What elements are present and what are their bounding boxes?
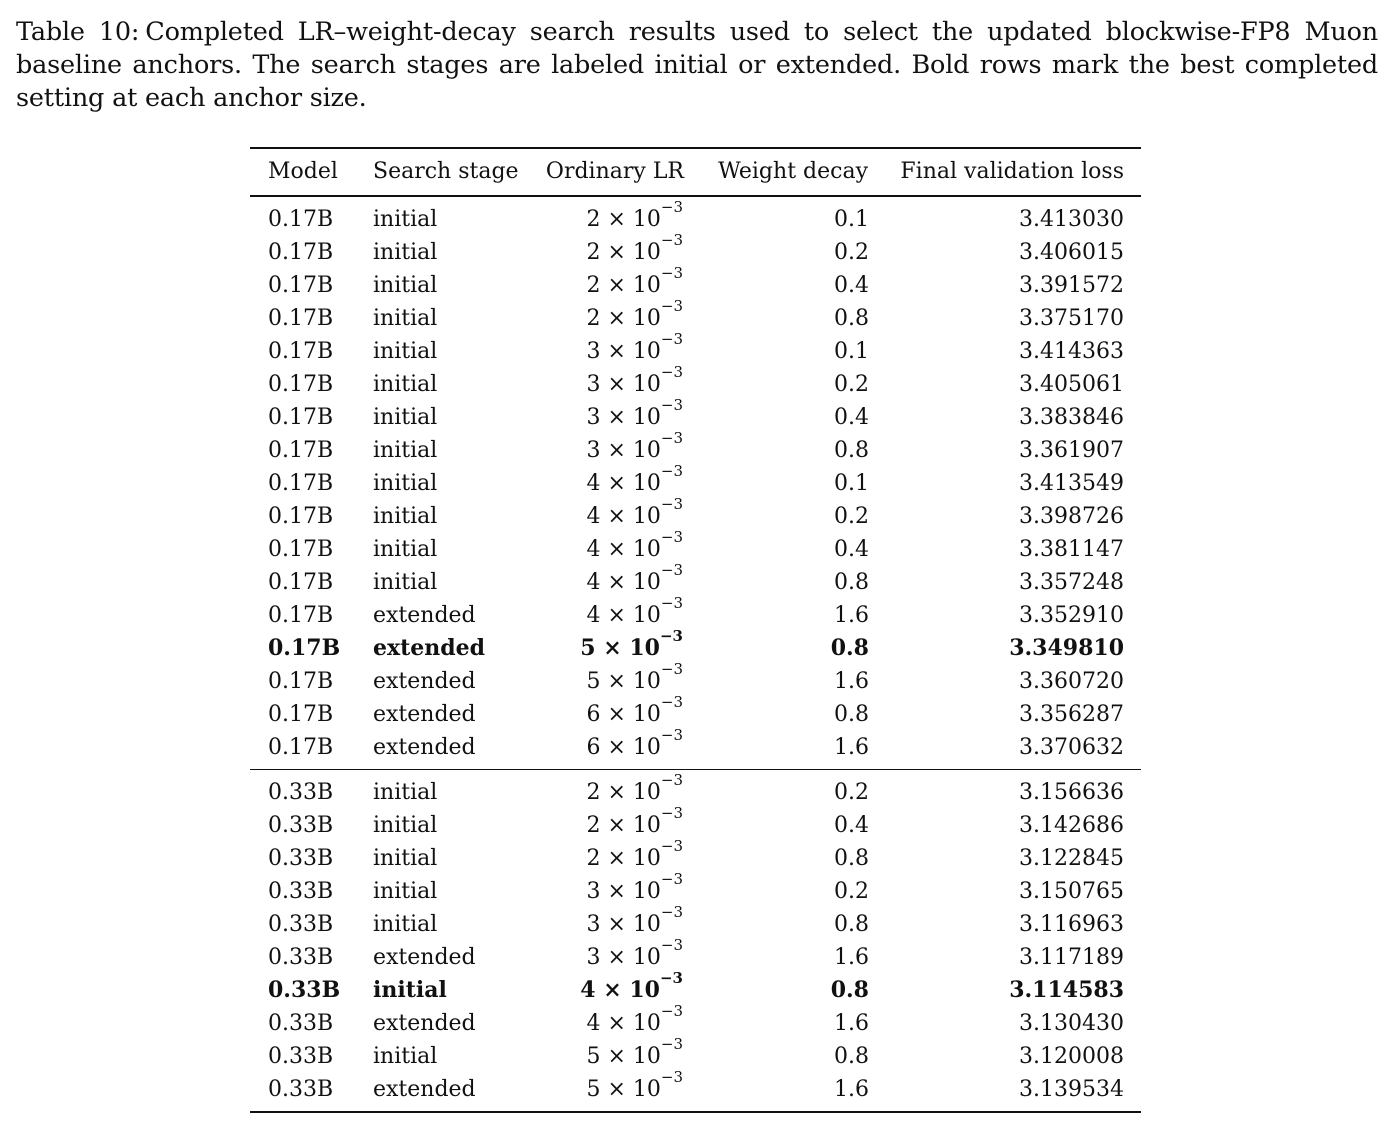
results-table <box>250 147 1141 1113</box>
cell-weight-decay: 0.2 <box>834 879 869 905</box>
header-model: Model <box>268 159 338 184</box>
cell-final-validation-loss: 3.356287 <box>1019 701 1124 727</box>
lr-times-ten: × 10 <box>600 879 661 905</box>
lr-mantissa: 3 <box>586 945 601 971</box>
lr-mantissa: 5 <box>586 1044 601 1070</box>
lr-exponent: −3 <box>660 560 683 579</box>
cell-final-validation-loss: 3.375170 <box>1019 305 1124 331</box>
cell-search-stage: initial <box>373 470 438 496</box>
lr-times-ten: × 10 <box>600 536 661 562</box>
cell-final-validation-loss: 3.117189 <box>1019 945 1124 971</box>
lr-times-ten: × 10 <box>600 668 661 694</box>
lr-mantissa: 3 <box>586 338 601 364</box>
lr-times-ten: × 10 <box>600 912 661 938</box>
cell-model: 0.17B <box>268 239 334 265</box>
lr-mantissa: 4 <box>586 503 601 529</box>
cell-search-stage: initial <box>373 206 438 232</box>
cell-final-validation-loss: 3.142686 <box>1019 813 1124 839</box>
lr-times-ten: × 10 <box>600 780 661 806</box>
cell-weight-decay: 0.8 <box>830 634 869 661</box>
cell-final-validation-loss: 3.349810 <box>1009 634 1124 661</box>
cell-weight-decay: 0.4 <box>834 813 869 839</box>
cell-model: 0.17B <box>268 503 334 529</box>
lr-times-ten: × 10 <box>600 734 661 760</box>
lr-exponent: −3 <box>660 263 683 282</box>
cell-search-stage: extended <box>373 634 486 661</box>
cell-search-stage: extended <box>373 734 476 760</box>
cell-weight-decay: 0.8 <box>834 912 869 938</box>
lr-mantissa: 4 <box>586 470 601 496</box>
cell-model: 0.17B <box>268 305 334 331</box>
lr-mantissa: 5 <box>586 668 601 694</box>
lr-exponent: −3 <box>660 593 683 612</box>
table-row <box>250 725 1141 764</box>
lr-times-ten: × 10 <box>600 371 661 397</box>
table-row <box>250 461 1141 500</box>
lr-times-ten: × 10 <box>600 1011 661 1037</box>
lr-mantissa: 2 <box>586 780 601 806</box>
cell-search-stage: initial <box>373 305 438 331</box>
lr-mantissa: 3 <box>586 404 601 430</box>
cell-search-stage: initial <box>373 371 438 397</box>
lr-exponent: −3 <box>660 1002 683 1021</box>
table-row <box>250 230 1141 269</box>
cell-final-validation-loss: 3.122845 <box>1019 846 1124 872</box>
cell-final-validation-loss: 3.360720 <box>1019 668 1124 694</box>
cell-weight-decay: 0.8 <box>834 701 869 727</box>
lr-mantissa: 6 <box>586 701 601 727</box>
lr-mantissa: 6 <box>586 734 601 760</box>
table-row <box>250 804 1141 842</box>
lr-mantissa: 4 <box>586 602 601 628</box>
cell-search-stage: initial <box>373 977 447 1004</box>
cell-search-stage: initial <box>373 536 438 562</box>
table-caption <box>16 16 1378 115</box>
cell-final-validation-loss: 3.114583 <box>1009 977 1124 1004</box>
cell-search-stage: initial <box>373 813 438 839</box>
lr-times-ten: × 10 <box>600 305 661 331</box>
table-row <box>250 870 1141 908</box>
lr-times-ten: × 10 <box>600 945 661 971</box>
header-weight-decay: Weight decay <box>718 159 868 184</box>
cell-final-validation-loss: 3.370632 <box>1019 734 1124 760</box>
cell-model: 0.17B <box>268 371 334 397</box>
cell-search-stage: extended <box>373 1077 476 1103</box>
table-row <box>250 428 1141 467</box>
cell-search-stage: extended <box>373 668 476 694</box>
cell-search-stage: initial <box>373 879 438 905</box>
cell-model: 0.33B <box>268 1044 334 1070</box>
cell-weight-decay: 0.4 <box>834 404 869 430</box>
lr-mantissa: 4 <box>586 569 601 595</box>
cell-weight-decay: 0.2 <box>834 239 869 265</box>
cell-weight-decay: 0.8 <box>834 569 869 595</box>
cell-search-stage: initial <box>373 404 438 430</box>
cell-weight-decay: 0.8 <box>834 305 869 331</box>
lr-exponent: −3 <box>660 804 683 823</box>
cell-search-stage: extended <box>373 945 476 971</box>
cell-final-validation-loss: 3.361907 <box>1019 437 1124 463</box>
cell-weight-decay: 0.1 <box>834 470 869 496</box>
cell-final-validation-loss: 3.383846 <box>1019 404 1124 430</box>
cell-model: 0.17B <box>268 338 334 364</box>
cell-search-stage: initial <box>373 272 438 298</box>
bottom-rule <box>250 1111 1141 1113</box>
cell-weight-decay: 0.8 <box>834 437 869 463</box>
lr-mantissa: 2 <box>586 305 601 331</box>
cell-model: 0.33B <box>268 813 334 839</box>
table-row <box>250 837 1141 875</box>
table-body <box>250 197 1141 1112</box>
table-row <box>250 659 1141 698</box>
lr-mantissa: 4 <box>586 536 601 562</box>
table-row <box>250 771 1141 809</box>
lr-times-ten: × 10 <box>600 701 661 727</box>
lr-exponent: −3 <box>660 329 683 348</box>
lr-mantissa: 5 <box>580 634 596 661</box>
lr-times-ten: × 10 <box>600 404 661 430</box>
lr-mantissa: 3 <box>586 437 601 463</box>
cell-model: 0.17B <box>268 404 334 430</box>
lr-exponent: −3 <box>660 494 683 513</box>
lr-exponent: −3 <box>660 362 683 381</box>
lr-exponent: −3 <box>660 692 683 711</box>
lr-exponent: −3 <box>659 626 683 645</box>
table-row-best <box>250 626 1141 665</box>
lr-exponent: −3 <box>660 461 683 480</box>
cell-weight-decay: 0.4 <box>834 536 869 562</box>
cell-final-validation-loss: 3.139534 <box>1019 1077 1124 1103</box>
cell-model: 0.17B <box>268 634 341 661</box>
table-row <box>250 494 1141 533</box>
cell-model: 0.33B <box>268 780 334 806</box>
lr-exponent: −3 <box>660 1035 683 1054</box>
cell-weight-decay: 0.8 <box>834 1044 869 1070</box>
cell-final-validation-loss: 3.391572 <box>1019 272 1124 298</box>
lr-exponent: −3 <box>660 936 683 955</box>
lr-times-ten: × 10 <box>600 338 661 364</box>
lr-mantissa: 2 <box>586 239 601 265</box>
cell-weight-decay: 1.6 <box>834 945 869 971</box>
caption-label: Table 10: <box>16 17 140 47</box>
cell-model: 0.33B <box>268 912 334 938</box>
lr-exponent: −3 <box>659 969 683 988</box>
lr-mantissa: 2 <box>586 206 601 232</box>
lr-mantissa: 3 <box>586 879 601 905</box>
cell-search-stage: initial <box>373 239 438 265</box>
table-row <box>250 1002 1141 1040</box>
cell-final-validation-loss: 3.406015 <box>1019 239 1124 265</box>
lr-exponent: −3 <box>660 725 683 744</box>
lr-exponent: −3 <box>660 428 683 447</box>
lr-mantissa: 5 <box>586 1077 601 1103</box>
table-row <box>250 329 1141 368</box>
lr-exponent: −3 <box>660 659 683 678</box>
lr-mantissa: 2 <box>586 813 601 839</box>
table-row <box>250 263 1141 302</box>
cell-final-validation-loss: 3.120008 <box>1019 1044 1124 1070</box>
cell-model: 0.17B <box>268 668 334 694</box>
lr-exponent: −3 <box>660 527 683 546</box>
header-final-validation-loss: Final validation loss <box>900 159 1124 184</box>
cell-final-validation-loss: 3.413549 <box>1019 470 1124 496</box>
caption-text: Completed LR–weight-decay search results used to select the updated blockwise-FP8 Muon baseline anchors. The search stages are labeled initial or extended. Bold rows mark the best completed setting at each anchor size. <box>16 17 1378 113</box>
cell-weight-decay: 1.6 <box>834 734 869 760</box>
cell-search-stage: initial <box>373 912 438 938</box>
cell-weight-decay: 0.1 <box>834 206 869 232</box>
lr-times-ten: × 10 <box>600 846 661 872</box>
cell-final-validation-loss: 3.116963 <box>1019 912 1124 938</box>
cell-model: 0.17B <box>268 734 334 760</box>
table-row <box>250 197 1141 236</box>
cell-model: 0.33B <box>268 977 341 1004</box>
cell-model: 0.17B <box>268 470 334 496</box>
lr-times-ten: × 10 <box>600 437 661 463</box>
lr-times-ten: × 10 <box>595 634 660 661</box>
cell-search-stage: extended <box>373 1011 476 1037</box>
cell-weight-decay: 0.4 <box>834 272 869 298</box>
cell-weight-decay: 0.8 <box>830 977 869 1004</box>
cell-weight-decay: 1.6 <box>834 668 869 694</box>
table-row <box>250 593 1141 632</box>
table-row <box>250 527 1141 566</box>
cell-final-validation-loss: 3.150765 <box>1019 879 1124 905</box>
lr-times-ten: × 10 <box>600 1044 661 1070</box>
cell-final-validation-loss: 3.398726 <box>1019 503 1124 529</box>
cell-weight-decay: 0.2 <box>834 371 869 397</box>
cell-ordinary-lr <box>586 1068 683 1106</box>
cell-model: 0.17B <box>268 602 334 628</box>
cell-final-validation-loss: 3.413030 <box>1019 206 1124 232</box>
lr-times-ten: × 10 <box>595 977 660 1004</box>
cell-model: 0.33B <box>268 945 334 971</box>
table-row <box>250 362 1141 401</box>
cell-search-stage: initial <box>373 1044 438 1070</box>
lr-mantissa: 2 <box>586 272 601 298</box>
cell-search-stage: initial <box>373 338 438 364</box>
cell-search-stage: initial <box>373 503 438 529</box>
table-row <box>250 936 1141 974</box>
header-search-stage: Search stage <box>373 159 519 184</box>
lr-exponent: −3 <box>660 837 683 856</box>
table-row <box>250 692 1141 731</box>
table-header-row <box>250 149 1141 195</box>
lr-times-ten: × 10 <box>600 272 661 298</box>
lr-times-ten: × 10 <box>600 1077 661 1103</box>
cell-weight-decay: 0.1 <box>834 338 869 364</box>
table-row <box>250 296 1141 335</box>
lr-mantissa: 4 <box>586 1011 601 1037</box>
lr-exponent: −3 <box>660 771 683 790</box>
cell-model: 0.17B <box>268 206 334 232</box>
lr-exponent: −3 <box>660 1068 683 1087</box>
cell-weight-decay: 0.2 <box>834 780 869 806</box>
table-row <box>250 1068 1141 1106</box>
cell-ordinary-lr <box>586 725 683 764</box>
lr-times-ten: × 10 <box>600 470 661 496</box>
lr-exponent: −3 <box>660 395 683 414</box>
cell-final-validation-loss: 3.156636 <box>1019 780 1124 806</box>
cell-final-validation-loss: 3.414363 <box>1019 338 1124 364</box>
lr-times-ten: × 10 <box>600 569 661 595</box>
cell-search-stage: extended <box>373 602 476 628</box>
cell-final-validation-loss: 3.405061 <box>1019 371 1124 397</box>
cell-model: 0.17B <box>268 536 334 562</box>
lr-mantissa: 3 <box>586 371 601 397</box>
cell-weight-decay: 0.2 <box>834 503 869 529</box>
lr-mantissa: 2 <box>586 846 601 872</box>
cell-weight-decay: 1.6 <box>834 602 869 628</box>
cell-model: 0.17B <box>268 701 334 727</box>
cell-model: 0.33B <box>268 846 334 872</box>
cell-final-validation-loss: 3.381147 <box>1019 536 1124 562</box>
cell-search-stage: initial <box>373 846 438 872</box>
cell-final-validation-loss: 3.357248 <box>1019 569 1124 595</box>
lr-mantissa: 3 <box>586 912 601 938</box>
lr-times-ten: × 10 <box>600 503 661 529</box>
lr-exponent: −3 <box>660 903 683 922</box>
cell-search-stage: initial <box>373 780 438 806</box>
cell-search-stage: extended <box>373 701 476 727</box>
lr-exponent: −3 <box>660 197 683 216</box>
cell-search-stage: initial <box>373 569 438 595</box>
table-row <box>250 1035 1141 1073</box>
cell-search-stage: initial <box>373 437 438 463</box>
table-row <box>250 395 1141 434</box>
header-ordinary-lr: Ordinary LR <box>545 159 684 184</box>
cell-model: 0.33B <box>268 1011 334 1037</box>
lr-exponent: −3 <box>660 870 683 889</box>
lr-mantissa: 4 <box>580 977 596 1004</box>
cell-weight-decay: 1.6 <box>834 1077 869 1103</box>
table-row <box>250 560 1141 599</box>
cell-final-validation-loss: 3.352910 <box>1019 602 1124 628</box>
cell-model: 0.17B <box>268 272 334 298</box>
cell-weight-decay: 1.6 <box>834 1011 869 1037</box>
table-row <box>250 903 1141 941</box>
cell-model: 0.17B <box>268 437 334 463</box>
lr-exponent: −3 <box>660 230 683 249</box>
lr-times-ten: × 10 <box>600 206 661 232</box>
cell-final-validation-loss: 3.130430 <box>1019 1011 1124 1037</box>
cell-model: 0.33B <box>268 1077 334 1103</box>
table-row-best <box>250 969 1141 1007</box>
lr-times-ten: × 10 <box>600 813 661 839</box>
cell-weight-decay: 0.8 <box>834 846 869 872</box>
lr-times-ten: × 10 <box>600 602 661 628</box>
cell-model: 0.33B <box>268 879 334 905</box>
lr-exponent: −3 <box>660 296 683 315</box>
cell-model: 0.17B <box>268 569 334 595</box>
lr-times-ten: × 10 <box>600 239 661 265</box>
